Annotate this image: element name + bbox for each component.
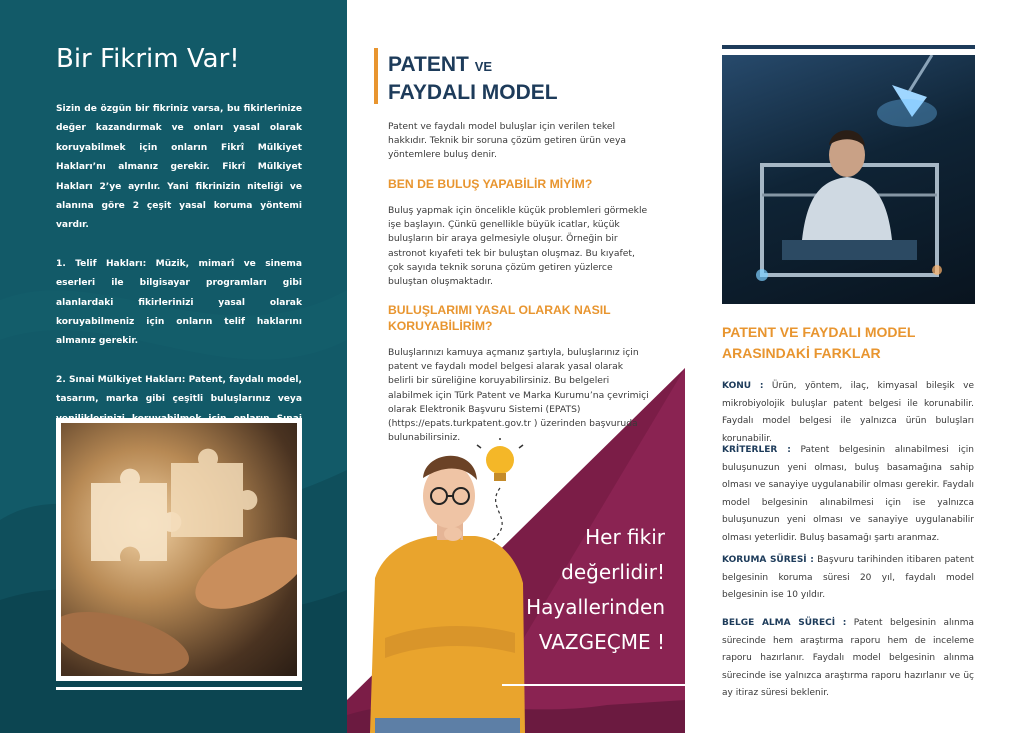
differences-heading-line-1: PATENT VE FAYDALI MODEL — [722, 324, 916, 340]
slogan-line-2: değerlidir! — [561, 560, 665, 584]
slogan-line-1: Her fikir — [585, 525, 665, 549]
answer-1: Buluş yapmak için öncelikle küçük problemleri görmekle işe başlayın. Çünkü genellikle büyük icatlar, küçük buluşların bir araya gelmesiyle oluşur. Örneğin bir astronot kıyafeti tek bir buluştan oluşmaz. Bu kıyafet, çok sayıda teknik soruna çözüm getiren yüzlerce buluştan oluşmaktadır. — [388, 205, 648, 288]
slogan-underline — [502, 684, 685, 686]
difference-item-kriterler — [722, 442, 974, 548]
item-label: BELGE ALMA SÜRECİ : — [722, 618, 847, 628]
item-label: KONU : — [722, 381, 764, 391]
item-text: Patent belgesinin alınabilmesi için buluşunuzun yeni olması, buluş basamağına sahip olması ve sanayiye uygulanabilir olması gerekir. Faydalı model belgesinin alınabilmesi için ise yalnızca buluşunuzun yeni olması ve sanayiye uygulanabilir olması yeterlidir. Buluş basamağı şartı aranmaz. — [722, 445, 975, 543]
left-bottom-rule — [56, 687, 302, 690]
item-text: Ürün, yöntem, ilaç, kimyasal bileşik ve mikrobiyolojik buluşlar patent belgesi ile korunabilir. Faydalı model belgesi ile yalnızca ürün buluşları korunabilir. — [722, 381, 974, 444]
left-title: Bir Fikrim Var! — [56, 44, 240, 74]
question-heading-2: BULUŞLARIMI YASAL OLARAK NASIL KORUYABİLİRİM? — [388, 303, 611, 333]
difference-item-belge-alma-sureci — [722, 615, 974, 703]
puzzle-photo-frame — [56, 418, 302, 681]
industrial-property-paragraph: 2. Sınai Mülkiyet Hakları: Patent, faydalı model, tasarım, marka gibi çeşitli buluşlarınız veya — [56, 374, 302, 405]
3d-printer-photo — [722, 55, 975, 304]
differences-heading — [722, 322, 982, 364]
item-label: KRİTERLER : — [722, 445, 791, 455]
slogan — [497, 520, 665, 660]
answer-2: Buluşlarınızı kamuya açmanız şartıyla, buluşlarınız için patent ve faydalı model belgesi alarak yasal olarak belirli bir süreliğine koruyabilirsiniz. Bu belgeleri alabilmek için Türk Patent ve Marka Kurumu’na çevrimiçi olarak Elektronik Başvuru Sistemi (EPATS) (https://epats.turkpatent.gov.tr ) üzerinden başvuruda bulunabilirsiniz. — [388, 347, 649, 444]
slogan-line-3: Hayallerinden — [526, 595, 665, 619]
item-text: Patent belgesinin alınma sürecinde hem araştırma raporu hem de inceleme raporu hazırlanır. Faydalı model belgesinin alınma sürecinde ise yalnızca araştırma raporu hazırlanır ve üç ay itiraz süresi beklenir. — [722, 618, 974, 699]
question-heading-1: BEN DE BULUŞ YAPABİLİR MİYİM? — [388, 177, 593, 191]
middle-panel — [347, 0, 685, 733]
title-ve: VE — [474, 59, 493, 74]
intro-paragraph: Sizin de özgün bir fikriniz varsa, bu fikirlerinize değer kazandırmak ve onları yasal olarak koruyabilmek için onların Fikrî Mülkiyet Hakları’nı almanız gerekir. Fikrî Mülkiyet Hakları 2’ye ayrılır. Yani fikrinizin niteliği ve alanına göre 2 çeşit yasal koruma yöntemi vardır. — [56, 104, 302, 231]
title-patent: PATENT — [388, 53, 469, 76]
right-panel — [685, 0, 1024, 733]
left-panel — [0, 0, 347, 733]
puzzle-hands-photo — [61, 423, 297, 676]
title-accent-bar — [374, 48, 378, 104]
patent-title — [388, 52, 648, 106]
difference-item-koruma-suresi — [722, 552, 974, 605]
item-label: KORUMA SÜRESİ : — [722, 555, 814, 565]
copyright-paragraph: 1. Telif Hakları: Müzik, mimarî ve sinema eserleri ile bilgisayar programları gibi alanlardaki fikirlerinizi yasal olarak koruyabilmeniz için onların telif haklarını almanız gerekir. — [56, 258, 302, 347]
patent-intro: Patent ve faydalı model buluşlar için verilen tekel hakkıdır. Teknik bir soruna çözüm getiren ürün veya yöntemlere buluş denir. — [388, 121, 627, 161]
difference-item-konu — [722, 378, 974, 448]
title-faydali-model: FAYDALI MODEL — [388, 81, 558, 104]
right-top-rule — [722, 45, 975, 49]
item-text: Başvuru tarihinden itibaren patent belgesinin koruma süresi 20 yıl, faydalı model belgesinin ise 10 yıldır. — [722, 555, 974, 601]
slogan-line-4: VAZGEÇME ! — [538, 630, 665, 654]
differences-heading-line-2: ARASINDAKİ FARKLAR — [722, 345, 881, 361]
